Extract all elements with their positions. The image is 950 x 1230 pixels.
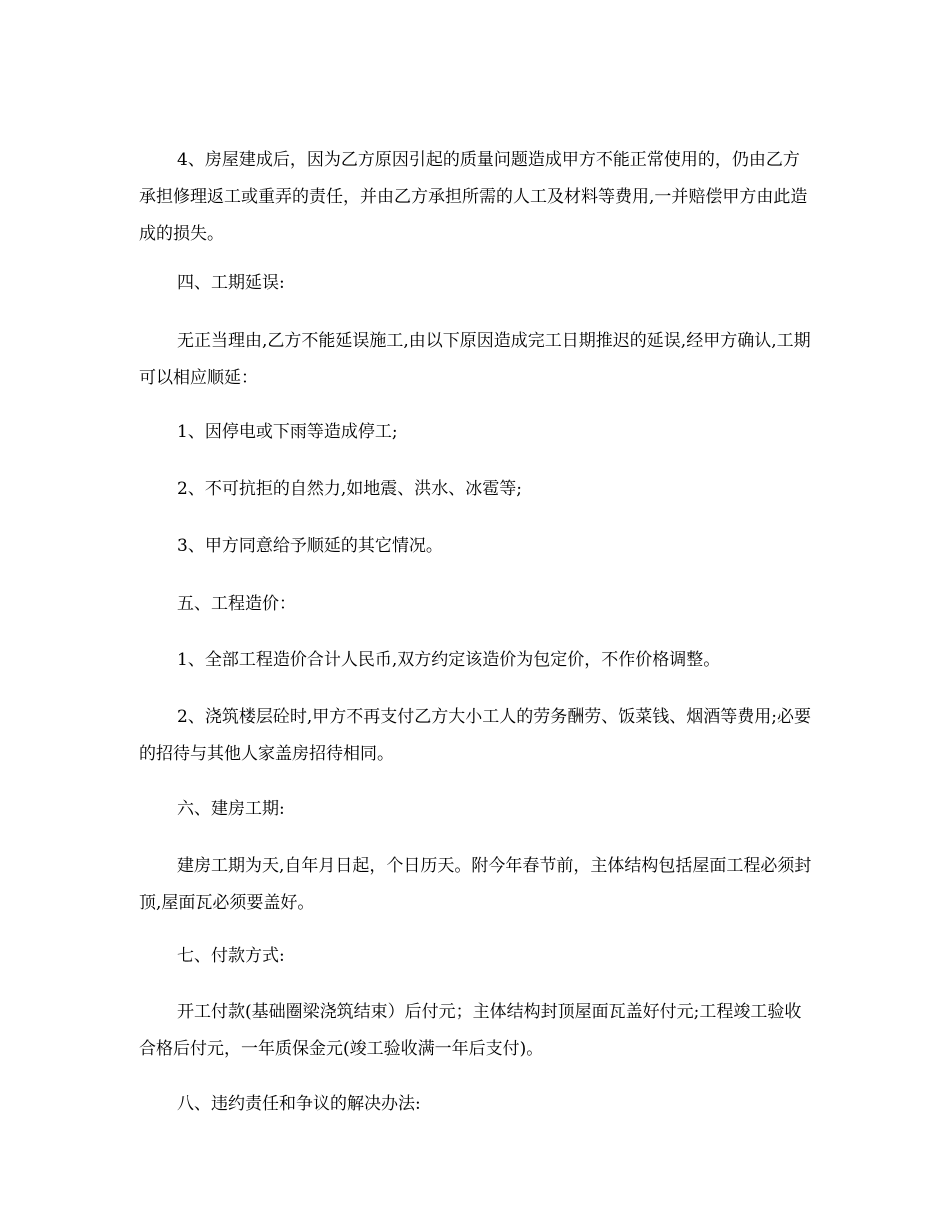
section-heading-project-cost: 五、工程造价： bbox=[177, 594, 296, 614]
clause-4-quality-defects: 4、房屋建成后，因为乙方原因引起的质量问题造成甲方不能正常使用的，仍由乙方承担修理返工或重弄的责任，并由乙方承担所需的人工及材料等费用,一并赔偿甲方由此造成的损失。 bbox=[139, 150, 808, 244]
payment-method-text: 开工付款(基础圈梁浇筑结束）后付元；主体结构封顶屋面瓦盖好付元;工程竣工验收合格后付元，一年质保金元(竣工验收满一年后支付)。 bbox=[139, 1002, 802, 1059]
construction-period-text: 建房工期为天,自年月日起，个日历天。附今年春节前，主体结构包括屋面工程必须封顶,屋面瓦必须要盖好。 bbox=[139, 856, 812, 913]
cost-item-1: 1、全部工程造价合计人民币,双方约定该造价为包定价，不作价格调整。 bbox=[177, 650, 721, 670]
section-heading-breach-disputes: 八、违约责任和争议的解决办法: bbox=[177, 1094, 421, 1114]
delay-item-2: 2、不可抗拒的自然力,如地震、洪水、冰雹等; bbox=[177, 479, 522, 499]
delay-item-3: 3、甲方同意给予顺延的其它情况。 bbox=[177, 536, 443, 556]
section-heading-payment-method: 七、付款方式: bbox=[177, 946, 285, 966]
section-heading-schedule-delay: 四、工期延误: bbox=[177, 273, 285, 293]
section-heading-construction-period: 六、建房工期: bbox=[177, 799, 285, 819]
cost-item-2: 2、浇筑楼层砼时,甲方不再支付乙方大小工人的劳务酬劳、饭菜钱、烟酒等费用;必要的招待与其他人家盖房招待相同。 bbox=[139, 707, 811, 764]
schedule-delay-intro: 无正当理由,乙方不能延误施工,由以下原因造成完工日期推迟的延误,经甲方确认,工期可以相应顺延： bbox=[139, 331, 811, 388]
delay-item-1: 1、因停电或下雨等造成停工; bbox=[177, 422, 398, 442]
